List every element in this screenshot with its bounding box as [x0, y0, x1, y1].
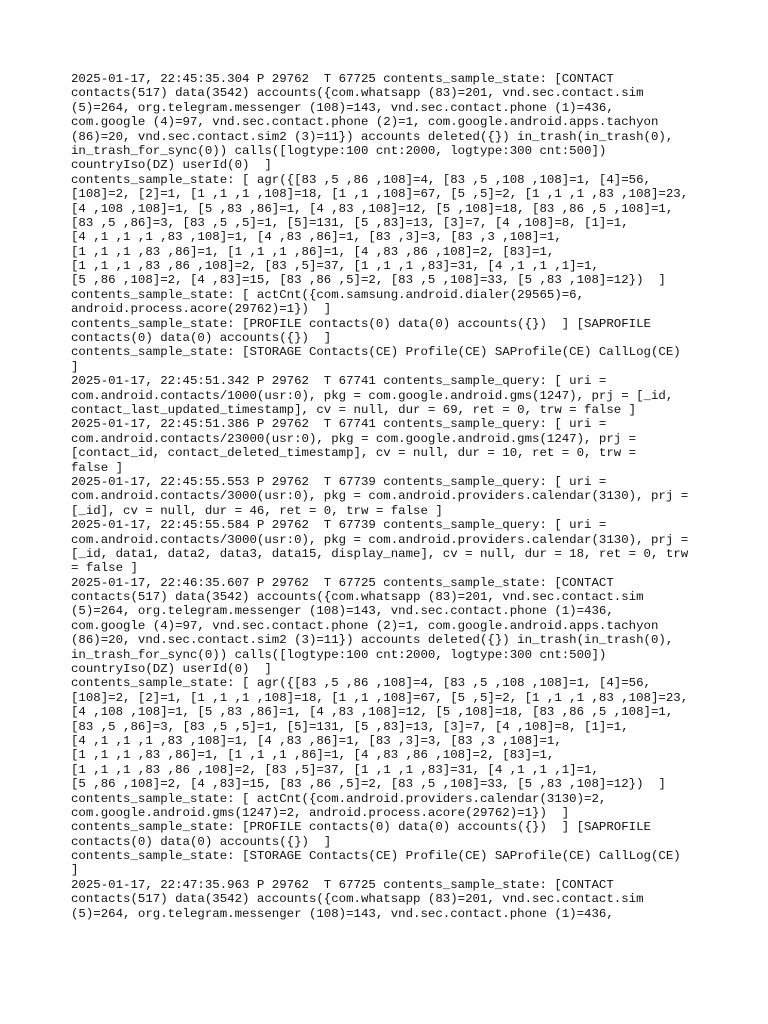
- log-line: [83 ,5 ,86]=3, [83 ,5 ,5]=1, [5]=131, [5 ,83]=13, [3]=7, [4 ,108]=8, [1]=1,: [71, 215, 629, 230]
- log-line: [108]=2, [2]=1, [1 ,1 ,1 ,108]=18, [1 ,1 ,108]=67, [5 ,5]=2, [1 ,1 ,1 ,83 ,108]=23,: [71, 690, 689, 705]
- log-line: com.google (4)=97, vnd.sec.contact.phone (2)=1, com.google.android.apps.tachyon: [71, 115, 659, 130]
- log-line: contents_sample_state: [STORAGE Contacts(CE) Profile(CE) SAProfile(CE) CallLog(CE): [71, 849, 681, 864]
- log-line: [4 ,1 ,1 ,1 ,83 ,108]=1, [4 ,83 ,86]=1, [83 ,3]=3, [83 ,3 ,108]=1,: [71, 733, 562, 748]
- log-line: android.process.acore(29762)=1}) ]: [71, 302, 332, 317]
- log-line: contents_sample_state: [ actCnt({com.android.providers.calendar(3130)=2,: [71, 791, 607, 806]
- log-line: [_id], cv = null, dur = 46, ret = 0, trw = false ]: [71, 503, 443, 518]
- log-line: 2025-01-17, 22:46:35.607 P 29762 T 67725 contents_sample_state: [CONTACT: [71, 575, 614, 590]
- log-line: 2025-01-17, 22:45:35.304 P 29762 T 67725 contents_sample_state: [CONTACT: [71, 72, 614, 86]
- log-line: 2025-01-17, 22:45:51.386 P 29762 T 67741 contents_sample_query: [ uri =: [71, 417, 607, 432]
- log-line: contact_last_updated_timestamp], cv = null, dur = 69, ret = 0, trw = false ]: [71, 402, 637, 417]
- log-line: [4 ,108 ,108]=1, [5 ,83 ,86]=1, [4 ,83 ,108]=12, [5 ,108]=18, [83 ,86 ,5 ,108]=1,: [71, 705, 674, 720]
- log-line: [4 ,108 ,108]=1, [5 ,83 ,86]=1, [4 ,83 ,108]=12, [5 ,108]=18, [83 ,86 ,5 ,108]=1,: [71, 201, 674, 216]
- log-line: countryIso(DZ) userId(0) ]: [71, 662, 272, 677]
- log-line: com.android.contacts/1000(usr:0), pkg = com.google.android.gms(1247), prj = [_id,: [71, 388, 674, 403]
- log-line: [contact_id, contact_deleted_timestamp], cv = null, dur = 10, ret = 0, trw =: [71, 446, 637, 461]
- log-line: (5)=264, org.telegram.messenger (108)=143, vnd.sec.contact.phone (1)=436,: [71, 906, 614, 921]
- log-line: [5 ,86 ,108]=2, [4 ,83]=15, [83 ,86 ,5]=2, [83 ,5 ,108]=33, [5 ,83 ,108]=12}) ]: [71, 777, 666, 792]
- log-line: ]: [71, 863, 79, 878]
- log-line: contacts(517) data(3542) accounts({com.whatsapp (83)=201, vnd.sec.contact.sim: [71, 892, 644, 907]
- log-line: (5)=264, org.telegram.messenger (108)=143, vnd.sec.contact.phone (1)=436,: [71, 604, 614, 619]
- log-line: com.google (4)=97, vnd.sec.contact.phone (2)=1, com.google.android.apps.tachyon: [71, 618, 659, 633]
- log-document: [71, 72, 711, 921]
- log-line: (86)=20, vnd.sec.contact.sim2 (3)=11}) accounts deleted({}) in_trash(in_trash(0),: [71, 129, 674, 144]
- log-line: contents_sample_state: [STORAGE Contacts(CE) Profile(CE) SAProfile(CE) CallLog(CE): [71, 345, 681, 360]
- log-line: = false ]: [71, 561, 138, 576]
- log-line: in_trash_for_sync(0)) calls([logtype:100 cnt:2000, logtype:300 cnt:500]): [71, 647, 607, 662]
- log-line: [_id, data1, data2, data3, data15, display_name], cv = null, dur = 18, ret = 0, trw: [71, 546, 689, 561]
- log-line: contacts(0) data(0) accounts({}) ]: [71, 331, 332, 346]
- log-line: contacts(517) data(3542) accounts({com.whatsapp (83)=201, vnd.sec.contact.sim: [71, 86, 644, 101]
- log-line: 2025-01-17, 22:45:55.584 P 29762 T 67739 contents_sample_query: [ uri =: [71, 518, 607, 533]
- log-line: in_trash_for_sync(0)) calls([logtype:100 cnt:2000, logtype:300 cnt:500]): [71, 143, 607, 158]
- log-line: com.android.contacts/3000(usr:0), pkg = com.android.providers.calendar(3130), prj =: [71, 532, 689, 547]
- log-line: [1 ,1 ,1 ,83 ,86 ,108]=2, [83 ,5]=37, [1 ,1 ,1 ,83]=31, [4 ,1 ,1 ,1]=1,: [71, 259, 599, 274]
- log-line: contents_sample_state: [PROFILE contacts(0) data(0) accounts({}) ] [SAPROFILE: [71, 316, 651, 331]
- log-line: [83 ,5 ,86]=3, [83 ,5 ,5]=1, [5]=131, [5 ,83]=13, [3]=7, [4 ,108]=8, [1]=1,: [71, 719, 629, 734]
- log-line: (86)=20, vnd.sec.contact.sim2 (3)=11}) accounts deleted({}) in_trash(in_trash(0),: [71, 633, 674, 648]
- log-line: com.android.contacts/3000(usr:0), pkg = com.android.providers.calendar(3130), prj =: [71, 489, 689, 504]
- log-line: ]: [71, 359, 79, 374]
- log-line: false ]: [71, 460, 124, 475]
- log-line: [1 ,1 ,1 ,83 ,86]=1, [1 ,1 ,1 ,86]=1, [4 ,83 ,86 ,108]=2, [83]=1,: [71, 244, 555, 259]
- log-line: (5)=264, org.telegram.messenger (108)=143, vnd.sec.contact.phone (1)=436,: [71, 100, 614, 115]
- log-line: com.android.contacts/23000(usr:0), pkg = com.google.android.gms(1247), prj =: [71, 431, 637, 446]
- log-line: 2025-01-17, 22:45:51.342 P 29762 T 67741 contents_sample_query: [ uri =: [71, 374, 607, 389]
- log-line: [1 ,1 ,1 ,83 ,86]=1, [1 ,1 ,1 ,86]=1, [4 ,83 ,86 ,108]=2, [83]=1,: [71, 748, 555, 763]
- log-line: com.google.android.gms(1247)=2, android.process.acore(29762)=1}) ]: [71, 805, 570, 820]
- log-line: contents_sample_state: [PROFILE contacts(0) data(0) accounts({}) ] [SAPROFILE: [71, 820, 651, 835]
- log-line: countryIso(DZ) userId(0) ]: [71, 158, 272, 173]
- log-line: contents_sample_state: [ actCnt({com.samsung.android.dialer(29565)=6,: [71, 287, 585, 302]
- log-line: contents_sample_state: [ agr({[83 ,5 ,86 ,108]=4, [83 ,5 ,108 ,108]=1, [4]=56,: [71, 676, 651, 691]
- log-line: contacts(517) data(3542) accounts({com.whatsapp (83)=201, vnd.sec.contact.sim: [71, 590, 644, 605]
- log-line: 2025-01-17, 22:47:35.963 P 29762 T 67725 contents_sample_state: [CONTACT: [71, 877, 614, 892]
- log-line: contents_sample_state: [ agr({[83 ,5 ,86 ,108]=4, [83 ,5 ,108 ,108]=1, [4]=56,: [71, 172, 651, 187]
- log-line: 2025-01-17, 22:45:55.553 P 29762 T 67739 contents_sample_query: [ uri =: [71, 474, 607, 489]
- log-line: contacts(0) data(0) accounts({}) ]: [71, 834, 332, 849]
- log-line: [5 ,86 ,108]=2, [4 ,83]=15, [83 ,86 ,5]=2, [83 ,5 ,108]=33, [5 ,83 ,108]=12}) ]: [71, 273, 666, 288]
- log-line: [1 ,1 ,1 ,83 ,86 ,108]=2, [83 ,5]=37, [1 ,1 ,1 ,83]=31, [4 ,1 ,1 ,1]=1,: [71, 762, 599, 777]
- log-line: [108]=2, [2]=1, [1 ,1 ,1 ,108]=18, [1 ,1 ,108]=67, [5 ,5]=2, [1 ,1 ,1 ,83 ,108]=23,: [71, 187, 689, 202]
- log-line: [4 ,1 ,1 ,1 ,83 ,108]=1, [4 ,83 ,86]=1, [83 ,3]=3, [83 ,3 ,108]=1,: [71, 230, 562, 245]
